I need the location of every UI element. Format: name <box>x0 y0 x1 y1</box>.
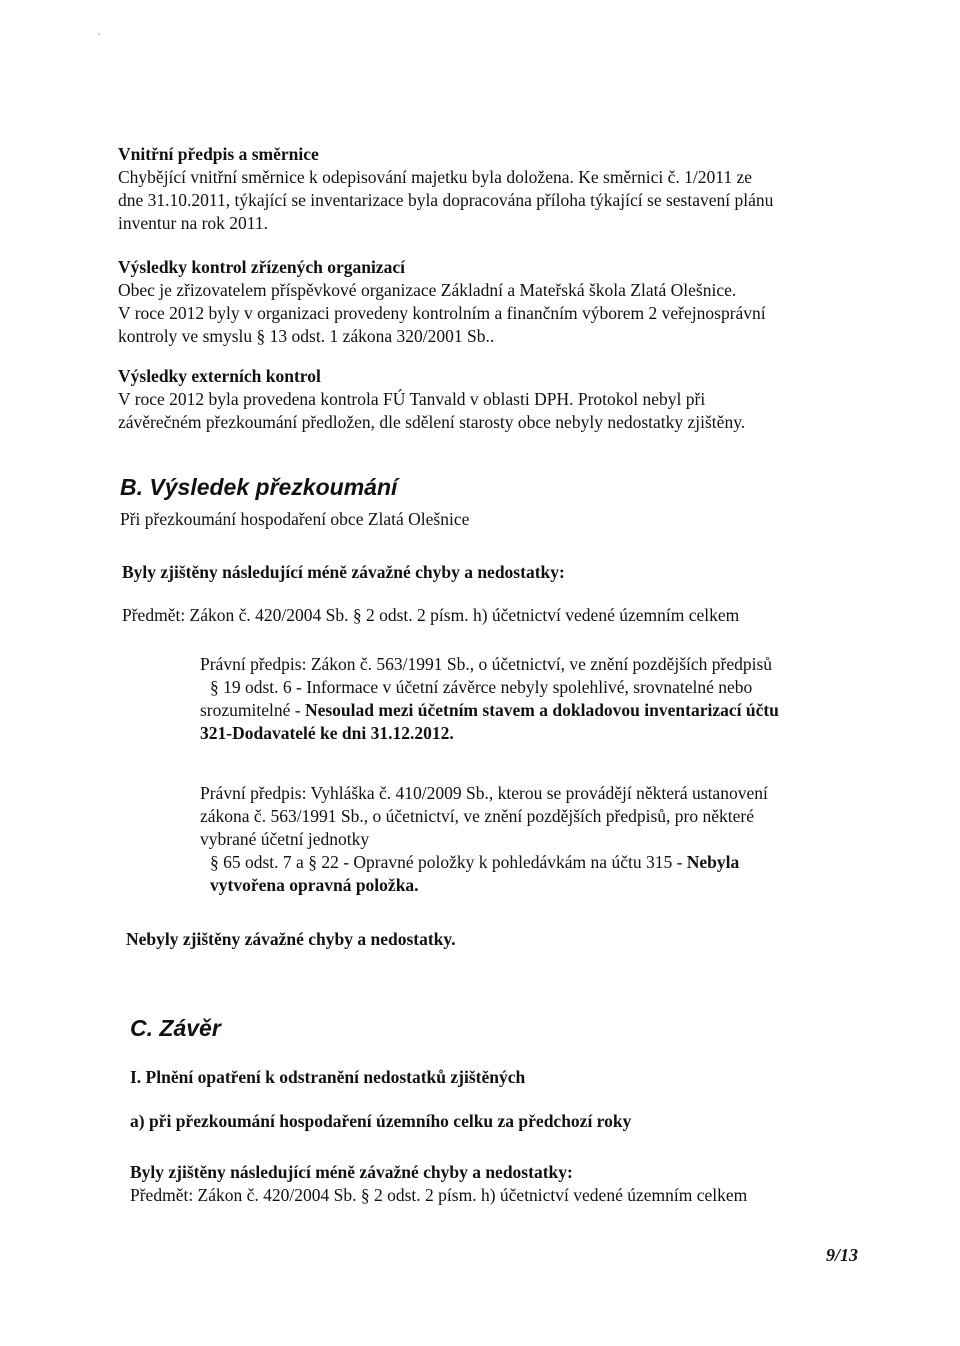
paragraph-line: dne 31.10.2011, týkající se inventarizace byla dopracována příloha týkající se sestavení plánu <box>118 190 774 210</box>
section-c-title: C. Závěr <box>130 1015 221 1041</box>
section-b-title: B. Výsledek přezkoumání <box>120 474 398 500</box>
findings-subject: Předmět: Zákon č. 420/2004 Sb. § 2 odst. 2 písm. h) účetnictví vedené územním celkem <box>130 1185 748 1205</box>
external-controls-section <box>118 365 745 434</box>
page-number: 9/13 <box>825 1245 858 1265</box>
section-c-subheading-2: a) při přezkoumání hospodaření územního celku za předchozí roky <box>130 1111 632 1131</box>
findings-heading: Byly zjištěny následující méně závažné chyby a nedostatky: <box>130 1162 573 1182</box>
section-c-findings <box>130 1161 747 1207</box>
paragraph-line: kontroly ve smyslu § 13 odst. 1 zákona 320/2001 Sb.. <box>118 326 495 346</box>
rule-text: § 65 odst. 7 a § 22 - Opravné položky k pohledávkám na účtu 315 - <box>210 852 687 872</box>
paragraph-line: Obec je zřizovatelem příspěvkové organizace Základní a Mateřská škola Zlatá Olešnice. <box>118 280 737 300</box>
section-b-subject: Předmět: Zákon č. 420/2004 Sb. § 2 odst. 2 písm. h) účetnictví vedené územním celkem <box>122 605 740 625</box>
rule-text: srozumitelné - <box>200 700 305 720</box>
paragraph-line: Chybějící vnitřní směrnice k odepisování majetku byla doložena. Ke směrnici č. 1/2011 ze <box>118 167 753 187</box>
legal-rule-1 <box>200 653 779 745</box>
controls-results-section <box>118 256 766 348</box>
rule-line: Právní předpis: Zákon č. 563/1991 Sb., o účetnictví, ve znění pozdějších předpisů <box>200 654 773 674</box>
section-heading: Výsledky externích kontrol <box>118 366 321 386</box>
rule-line <box>200 699 779 722</box>
section-heading: Vnitřní předpis a směrnice <box>118 144 319 164</box>
section-heading: Výsledky kontrol zřízených organizací <box>118 257 405 277</box>
section-b-no-serious-findings: Nebyly zjištěny závažné chyby a nedostatky. <box>126 929 456 949</box>
section-b-found-heading: Byly zjištěny následující méně závažné chyby a nedostatky: <box>122 562 565 582</box>
rule-line: vybrané účetní jednotky <box>200 829 370 849</box>
rule-line: Právní předpis: Vyhláška č. 410/2009 Sb., kterou se provádějí některá ustanovení <box>200 783 768 803</box>
paragraph-line: V roce 2012 byla provedena kontrola FÚ Tanvald v oblasti DPH. Protokol nebyl při <box>118 389 706 409</box>
internal-regulations-section <box>118 143 773 235</box>
legal-rule-2 <box>200 782 768 897</box>
rule-finding: 321-Dodavatelé ke dni 31.12.2012. <box>200 723 454 743</box>
rule-line: zákona č. 563/1991 Sb., o účetnictví, ve znění pozdějších předpisů, pro některé <box>200 806 755 826</box>
scan-speck <box>98 33 100 35</box>
paragraph-line: inventur na rok 2011. <box>118 213 269 233</box>
rule-finding: Nebyla <box>686 852 740 872</box>
rule-line <box>200 851 768 874</box>
rule-finding: vytvořena opravná položka. <box>210 875 419 895</box>
paragraph-line: závěrečném přezkoumání předložen, dle sdělení starosty obce nebyly nedostatky zjištěny. <box>118 412 746 432</box>
section-b-intro: Při přezkoumání hospodaření obce Zlatá Olešnice <box>120 509 470 529</box>
section-c-subheading-1: I. Plnění opatření k odstranění nedostatků zjištěných <box>130 1067 526 1087</box>
paragraph-line: V roce 2012 byly v organizaci provedeny kontrolním a finančním výborem 2 veřejnosprávní <box>118 303 766 323</box>
rule-finding: Nesoulad mezi účetním stavem a dokladovou inventarizací účtu <box>304 700 779 720</box>
rule-line: § 19 odst. 6 - Informace v účetní závěrce nebyly spolehlivé, srovnatelné nebo <box>210 677 753 697</box>
